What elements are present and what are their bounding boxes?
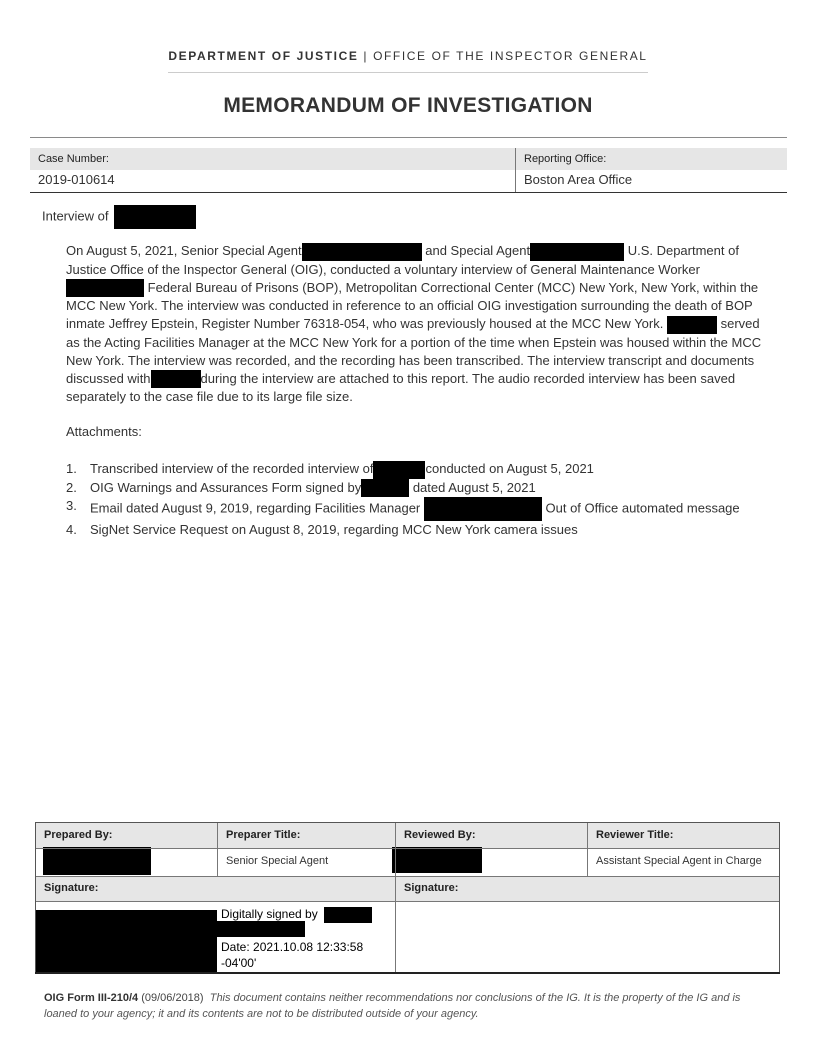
redaction-block [392, 847, 482, 873]
body-text-segment: served as the Acting Facilities Manager at the MCC New York for a portion of the time when Epstein was housed within the MCC New York. The interview was recorded, and the recording has been transcribed. The interview transcript and documents discussed with [66, 316, 762, 386]
signature-table [35, 822, 780, 974]
redaction-block [302, 243, 422, 261]
title-divider [30, 137, 787, 138]
signature-table-bottom-rule [35, 972, 780, 974]
table-divider [395, 823, 396, 973]
attachment-text: Out of Office automated message [545, 500, 740, 516]
digitally-signed-label: Digitally signed by [221, 907, 318, 921]
interview-subject-line [42, 205, 196, 229]
form-date: (09/06/2018) [141, 992, 204, 1004]
list-item [66, 521, 766, 539]
table-divider [217, 823, 218, 876]
list-number: 2. [66, 479, 77, 495]
attachment-text: dated August 5, 2021 [412, 479, 536, 495]
body-text-segment: On August 5, 2021, Senior Special Agent [66, 243, 302, 258]
reporting-office-label: Reporting Office: [516, 148, 787, 170]
redaction-block [151, 370, 201, 388]
case-table-divider [515, 148, 516, 192]
department-name: DEPARTMENT OF JUSTICE [168, 49, 359, 63]
table-divider [587, 823, 588, 876]
digital-signature-info [221, 906, 391, 971]
preparer-title-value: Senior Special Agent [226, 855, 329, 867]
redaction-block [66, 279, 144, 297]
list-item [66, 497, 766, 521]
reviewer-title-label: Reviewer Title: [588, 823, 779, 848]
list-number: 4. [66, 522, 77, 538]
list-number: 3. [66, 498, 77, 514]
list-number: 1. [66, 461, 77, 476]
attachment-text: conducted on August 5, 2021 [425, 461, 594, 476]
reporting-office-value: Boston Area Office [524, 172, 633, 187]
reviewed-by-label: Reviewed By: [396, 823, 587, 848]
header-separator: | [363, 49, 369, 63]
memo-body-paragraph [66, 242, 766, 406]
case-number-label: Case Number: [30, 148, 515, 170]
body-text-segment: during the interview are attached to this report. The audio recorded interview has been saved separately to the case file due to its large file size. [66, 370, 736, 405]
table-divider [36, 876, 779, 877]
table-divider [36, 901, 779, 902]
case-number-value: 2019-010614 [38, 172, 115, 187]
signature-timezone: -04'00' [221, 955, 257, 970]
department-header [0, 49, 816, 63]
form-footer [44, 990, 774, 1022]
list-item [66, 479, 766, 498]
header-divider [168, 72, 648, 73]
list-item [66, 460, 766, 479]
page-title: MEMORANDUM OF INVESTIGATION [223, 94, 593, 117]
attachments-list [66, 460, 766, 539]
reviewer-title-value: Assistant Special Agent in Charge [596, 855, 762, 867]
redaction-block [373, 461, 425, 479]
distribution-notice: This document contains neither recommendations nor conclusions of the IG. It is the property of the IG and is loaned to your agency; it and its contents are not to be distributed outside of your agency. [44, 992, 741, 1020]
redaction-block [324, 907, 372, 923]
body-text-segment: and Special Agent [425, 243, 531, 258]
redaction-block [36, 910, 217, 972]
redaction-block [43, 847, 151, 875]
signature-label: Signature: [36, 876, 395, 901]
body-text-segment: Federal Bureau of Prisons (BOP), Metropolitan Correctional Center (MCC) New York, New York, within the MCC New York. The interview was conducted in reference to an official OIG investigation surrounding the death of BOP inmate Jeffrey Epstein, Register Number 76318-054, who was previously housed at the MCC New York. [66, 279, 759, 332]
redaction-block [530, 243, 624, 261]
interview-of-label: Interview of [42, 208, 109, 224]
attachment-text: OIG Warnings and Assurances Form signed by [90, 479, 362, 495]
preparer-title-label: Preparer Title: [218, 823, 395, 848]
form-number: OIG Form III-210/4 [44, 992, 139, 1004]
prepared-by-label: Prepared By: [36, 823, 217, 848]
signature-date: Date: 2021.10.08 12:33:58 [221, 939, 364, 954]
body-text-segment: U.S. Department of Justice Office of the Inspector General (OIG), conducted a voluntary interview of General Maintenance Worker [66, 243, 739, 277]
table-divider [36, 848, 779, 849]
redaction-block [114, 205, 196, 229]
signature-label: Signature: [396, 876, 779, 901]
attachments-label: Attachments: [66, 424, 142, 439]
office-name: OFFICE OF THE INSPECTOR GENERAL [373, 49, 648, 63]
case-info-table [30, 148, 787, 193]
attachment-text: Transcribed interview of the recorded interview of [90, 461, 374, 476]
attachment-text: SigNet Service Request on August 8, 2019, regarding MCC New York camera issues [90, 522, 578, 538]
redaction-block [424, 497, 542, 521]
redaction-block [667, 316, 717, 334]
redaction-block [361, 479, 409, 497]
attachment-text: Email dated August 9, 2019, regarding Facilities Manager [90, 500, 421, 516]
